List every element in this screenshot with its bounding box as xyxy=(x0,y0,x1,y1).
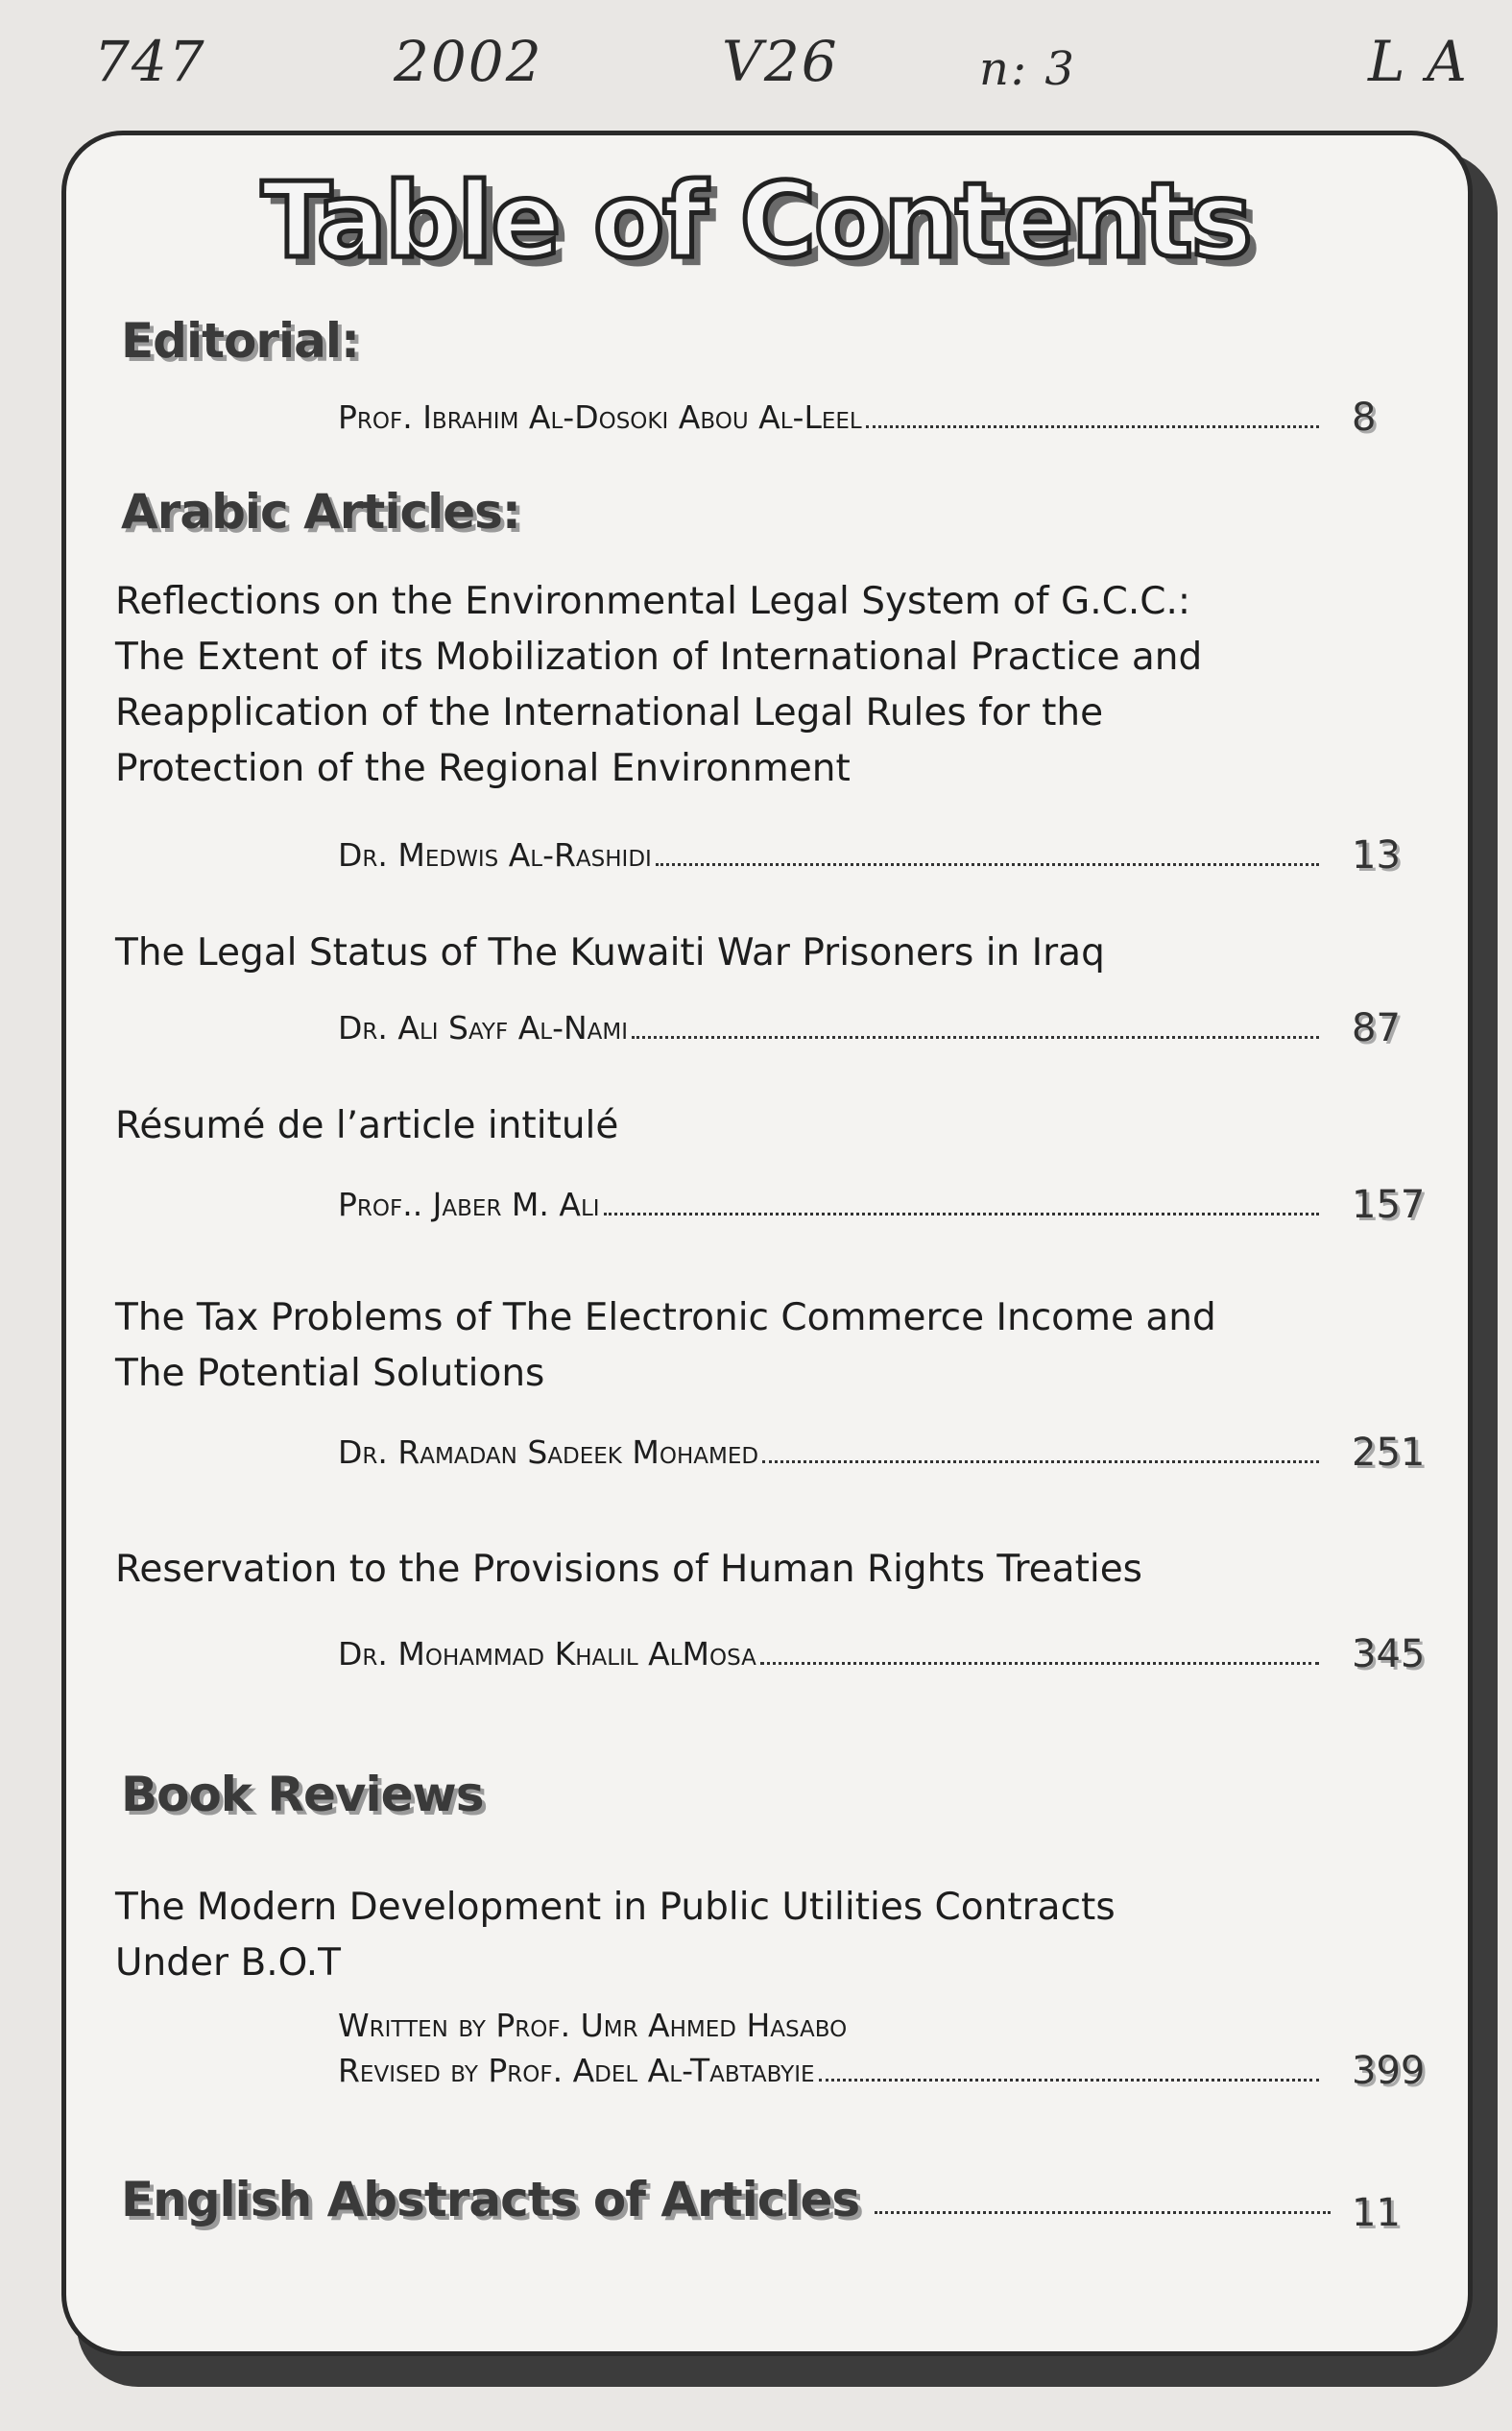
toc-entry-editorial[interactable] xyxy=(338,388,1336,436)
title-line: The Legal Status of The Kuwaiti War Prisoners in Iraq xyxy=(115,931,1105,975)
handwritten-note: 747 xyxy=(94,29,206,94)
handwritten-note: V26 xyxy=(722,29,839,94)
section-heading-editorial: Editorial: xyxy=(121,313,360,369)
article-title[interactable] xyxy=(115,926,1296,981)
handwritten-note: L A xyxy=(1368,29,1469,94)
page-number: 157 xyxy=(1352,1183,1426,1227)
toc-entry-author[interactable] xyxy=(338,1625,1336,1673)
author-name: Dr. Mohammad Khalil AlMosa xyxy=(338,1635,756,1673)
page-number: 399 xyxy=(1352,2049,1426,2093)
dot-leader xyxy=(875,2211,1331,2214)
title-line: Under B.O.T xyxy=(115,1941,341,1985)
title-line: The Tax Problems of The Electronic Commerce Income and xyxy=(115,1296,1216,1339)
article-title[interactable] xyxy=(115,1880,1296,1991)
written-by: Written by Prof. Umr Ahmed Hasabo xyxy=(338,2007,848,2044)
section-heading-arabic-articles: Arabic Articles: xyxy=(121,484,520,540)
section-heading-english-abstracts: English Abstracts of Articles xyxy=(121,2172,860,2227)
section-heading-book-reviews: Book Reviews xyxy=(121,1767,484,1822)
author-name: Revised by Prof. Adel Al-Tabtabyie xyxy=(338,2052,815,2089)
dot-leader xyxy=(762,1459,1319,1463)
title-line: The Potential Solutions xyxy=(115,1352,545,1395)
toc-entry-author[interactable] xyxy=(338,1423,1336,1471)
dot-leader xyxy=(604,1212,1319,1216)
title-line: Reservation to the Provisions of Human Rights Treaties xyxy=(115,1548,1143,1591)
author-name: Prof. Ibrahim Al-Dosoki Abou Al-Leel xyxy=(338,398,862,436)
article-title[interactable] xyxy=(115,1542,1296,1598)
author-name: Dr. Ali Sayf Al-Nami xyxy=(338,1009,629,1047)
handwritten-note: n: 3 xyxy=(979,42,1076,96)
page-number: 13 xyxy=(1352,833,1401,878)
page-number: 87 xyxy=(1352,1006,1401,1050)
dot-leader xyxy=(632,1035,1319,1039)
dot-leader xyxy=(866,424,1319,428)
toc-entry-revised-by[interactable] xyxy=(338,2041,1336,2089)
article-title[interactable] xyxy=(115,1290,1296,1402)
page-number: 345 xyxy=(1352,1632,1426,1676)
page-number: 251 xyxy=(1352,1431,1426,1475)
toc-entry-author[interactable] xyxy=(338,999,1336,1047)
page-number: 11 xyxy=(1352,2191,1401,2235)
page-number: 8 xyxy=(1352,396,1377,440)
dot-leader xyxy=(760,1661,1319,1665)
toc-entry-english-abstracts[interactable] xyxy=(121,2172,1359,2227)
article-title[interactable] xyxy=(115,1098,1296,1154)
author-name: Prof.. Jaber M. Ali xyxy=(338,1186,600,1223)
handwritten-note: 2002 xyxy=(394,29,543,94)
author-name: Dr. Ramadan Sadeek Mohamed xyxy=(338,1433,759,1471)
toc-entry-author[interactable] xyxy=(338,1175,1336,1223)
title-line: The Modern Development in Public Utilities Contracts xyxy=(115,1886,1116,1929)
title-line: Protection of the Regional Environment xyxy=(115,747,851,790)
title-line: Résumé de l’article intitulé xyxy=(115,1104,619,1147)
title-line: Reflections on the Environmental Legal System of G.C.C.: xyxy=(115,580,1191,623)
dot-leader xyxy=(819,2078,1319,2082)
toc-entry-author[interactable] xyxy=(338,826,1336,874)
dot-leader xyxy=(656,862,1319,866)
title-line: The Extent of its Mobilization of International Practice and xyxy=(115,636,1203,679)
page-title: Table of Contents xyxy=(261,161,1251,281)
title-line: Reapplication of the International Legal Rules for the xyxy=(115,691,1104,734)
article-title[interactable] xyxy=(115,574,1296,797)
author-name: Dr. Medwis Al-Rashidi xyxy=(338,836,652,874)
